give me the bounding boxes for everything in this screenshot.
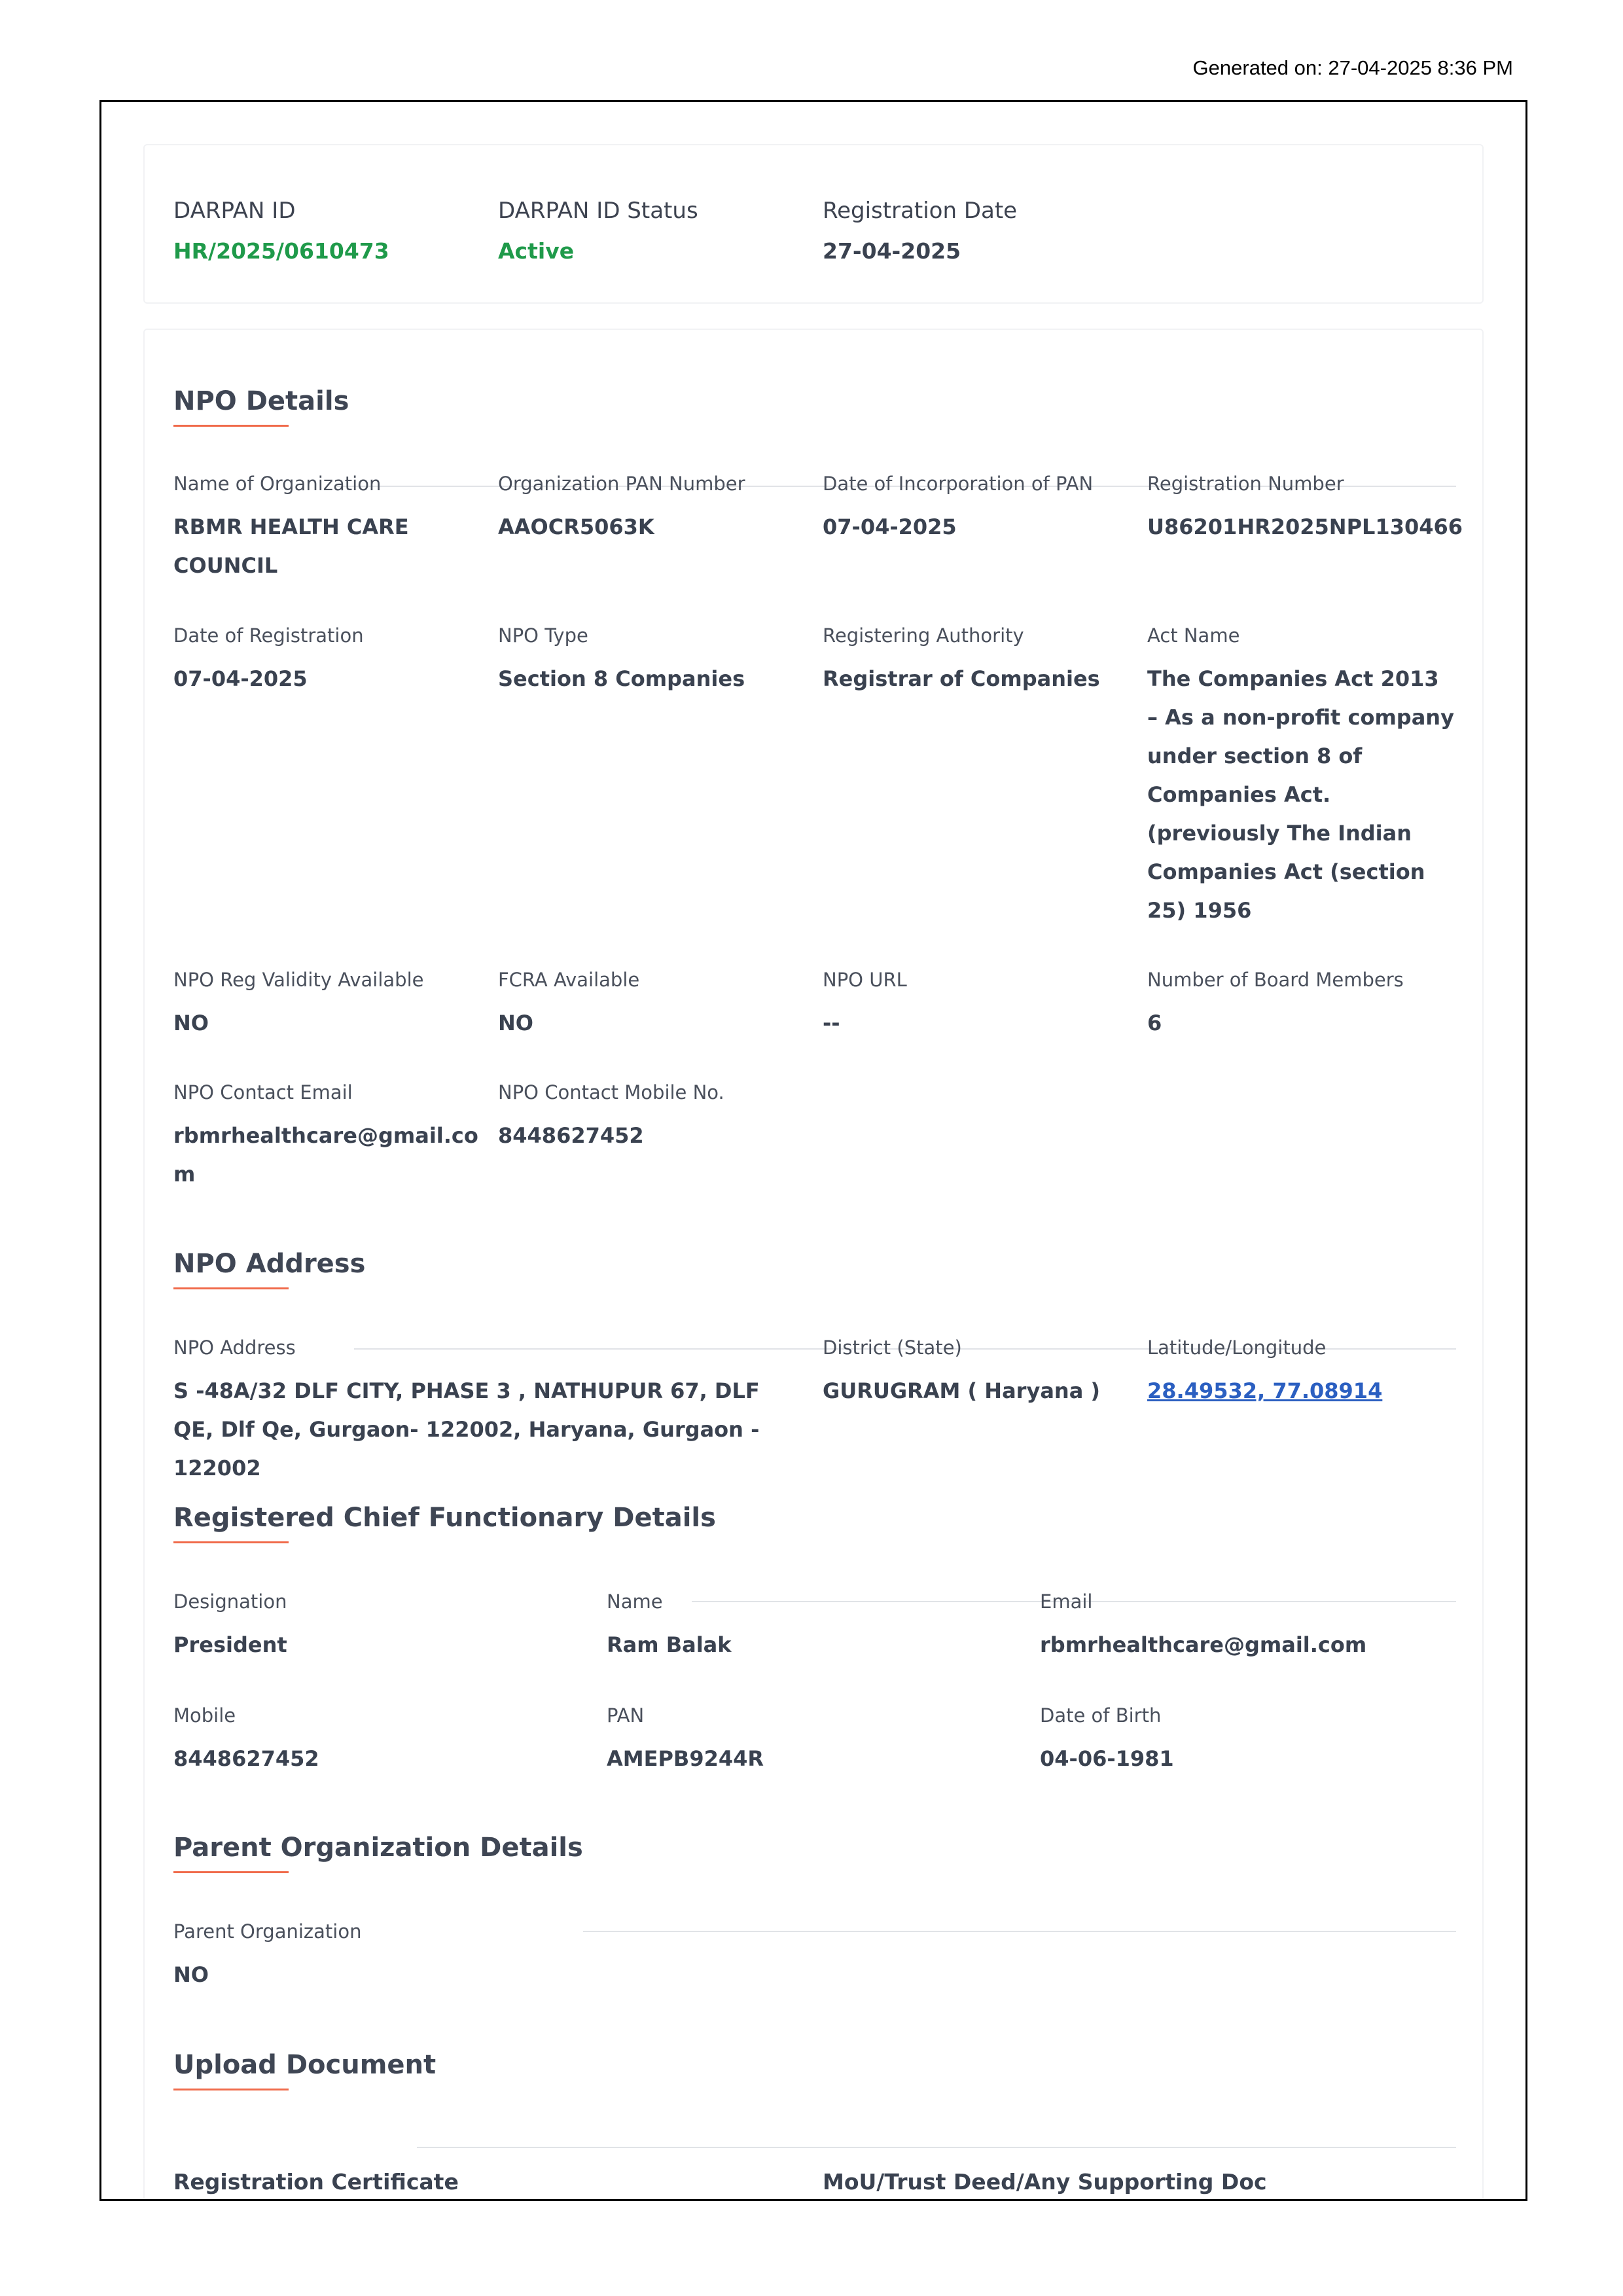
npo-address-title: NPO Address [173,1249,365,1279]
supporting-doc-title: MoU/Trust Deed/Any Supporting Doc [823,2169,1267,2195]
npo-email-field: NPO Contact Email rbmrhealthcare@gmail.com [173,1081,478,1187]
pan-incorporation-date-field: Date of Incorporation of PAN 07-04-2025 [823,473,1094,539]
darpan-status-field [498,198,698,264]
functionary-mobile-field: Mobile 8448627452 [173,1704,319,1771]
section-divider [417,2147,1456,2148]
npo-address-field: NPO Address S -48A/32 DLF CITY, PHASE 3 , NATHUPUR 67, DLF QE, Dlf Qe, Gurgaon- 122002, Haryana, Gurgaon - 122002 [173,1336,760,1480]
npo-main-card [143,329,1484,2201]
parent-org-title: Parent Organization Details [173,1833,583,1863]
functionary-name-field: Name Ram Balak [607,1590,732,1657]
npo-url-field: NPO URL -- [823,969,907,1035]
date-of-registration-field: Date of Registration 07-04-2025 [173,624,364,691]
document-frame [99,100,1527,2201]
darpan-status-value: Active [498,238,575,264]
functionary-email-field: Email rbmrhealthcare@gmail.com [1040,1590,1367,1657]
registration-date-field [823,198,1017,264]
org-pan-field: Organization PAN Number AAOCR5063K [498,473,745,539]
act-name-field: Act Name The Companies Act 2013 – As a non-profit company under section 8 of Companies Act. (previously The Indian Companies Act (section 25) 1956 [1147,624,1454,923]
district-state-field: District (State) GURUGRAM ( Haryana ) [823,1336,1101,1403]
org-name-field: Name of Organization RBMR HEALTH CARE COUNCIL [173,473,409,578]
section-divider [583,1931,1456,1932]
registration-date-label: Registration Date [823,198,1018,224]
designation-field: Designation President [173,1590,287,1657]
darpan-id-card [143,144,1484,304]
functionary-dob-field: Date of Birth 04-06-1981 [1040,1704,1174,1771]
registration-certificate-title: Registration Certificate [173,2169,459,2195]
darpan-id-field [173,198,389,264]
chief-functionary-title: Registered Chief Functionary Details [173,1503,716,1533]
npo-mobile-field: NPO Contact Mobile No. 8448627452 [498,1081,724,1148]
generated-timestamp: Generated on: 27-04-2025 8:36 PM [1192,56,1513,79]
registration-date-value: 27-04-2025 [823,238,961,264]
upload-document-title: Upload Document [173,2050,436,2080]
registration-number-field: Registration Number U86201HR2025NPL130466 [1147,473,1463,539]
registering-authority-field: Registering Authority Registrar of Companies [823,624,1100,691]
darpan-id-label: DARPAN ID [173,198,296,224]
darpan-status-label: DARPAN ID Status [498,198,698,224]
fcra-field: FCRA Available NO [498,969,640,1035]
parent-org-field: Parent Organization NO [173,1920,362,1987]
lat-long-link[interactable]: 28.49532, 77.08914 [1147,1378,1383,1403]
board-members-field: Number of Board Members 6 [1147,969,1404,1035]
npo-details-title: NPO Details [173,386,349,416]
darpan-id-value: HR/2025/0610473 [173,238,389,264]
lat-long-field: Latitude/Longitude 28.49532, 77.08914 [1147,1336,1455,1410]
functionary-pan-field: PAN AMEPB9244R [607,1704,764,1771]
reg-validity-field: NPO Reg Validity Available NO [173,969,424,1035]
npo-type-field: NPO Type Section 8 Companies [498,624,745,691]
